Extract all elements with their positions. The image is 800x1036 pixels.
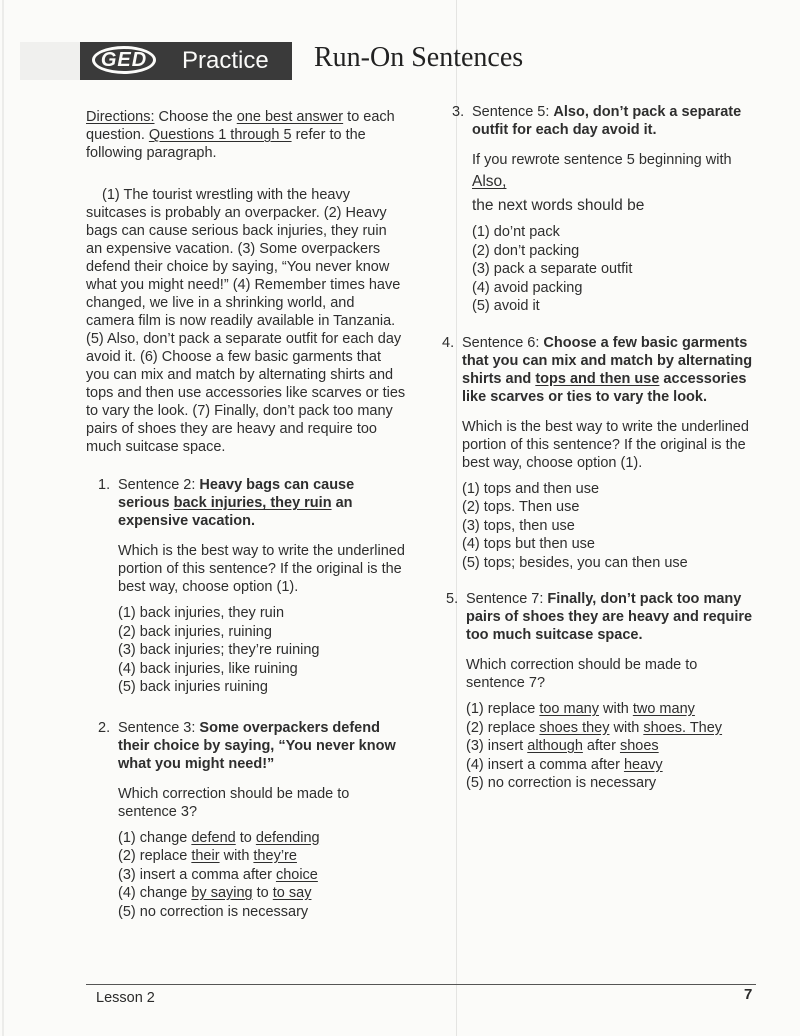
answer-option-4[interactable]	[118, 884, 406, 903]
option-text: (2) replace	[118, 848, 192, 864]
stem-lead: Sentence 2:	[118, 477, 200, 493]
option-underlined: too many	[539, 701, 599, 717]
option-text: (3) insert	[466, 738, 528, 754]
stem-lead: Sentence 5:	[472, 104, 554, 120]
answer-option-4[interactable]: (4) back injuries, like ruining	[118, 660, 298, 677]
one-best-answer: one best answer	[236, 109, 344, 125]
directions-label: Directions:	[86, 109, 155, 125]
practice-label: Practice	[182, 47, 269, 74]
answer-option-1[interactable]: (1) back injuries, they ruin	[118, 605, 285, 621]
answer-option-2[interactable]	[466, 719, 758, 738]
option-underlined: heavy	[623, 756, 663, 773]
footer-rule	[86, 984, 756, 985]
directions	[86, 108, 406, 162]
stem-underlined: tops and then use	[535, 370, 660, 387]
also-word: Also,	[472, 173, 507, 190]
option-underlined: shoes they	[539, 719, 610, 736]
option-underlined: their	[191, 848, 220, 864]
answer-option-1[interactable]	[118, 829, 406, 848]
option-text: after	[582, 738, 620, 754]
stem-underlined: back injuries, they ruin	[173, 495, 332, 511]
question-prompt: If you rewrote sentence 5 beginning with	[472, 152, 732, 168]
question-prompt: Which correction should be made to sentence 7?	[466, 657, 698, 691]
paragraph-text: (1) The tourist wrestling with the heavy suitcases is probably an overpacker. (2) Heavy bags can cause serious back injuries, they ruin an expensive vacation. (3) Some overpackers defend their choice by saying, “You never know what you might need!” (4) Remember times have changed, we live in a shrinking world, and camera film is now readily available in Tanzania. (5) Also, don’t pack a separate outfit for each day avoid it. (6) Choose a few basic garments that you can mix and match by alternating shirts and tops and then use accessories like scarves or ties to vary the look. (7) Finally, don’t pack too many pairs of shoes they are heavy and require too much suitcase space.	[86, 187, 406, 455]
question-number: 1.	[98, 477, 111, 493]
answer-option-3[interactable]	[118, 866, 406, 885]
question-stem	[462, 334, 758, 406]
answer-option-4[interactable]: (4) avoid packing	[472, 279, 583, 296]
answer-option-5[interactable]: (5) back injuries ruining	[118, 679, 268, 695]
answer-option-5[interactable]: (5) avoid it	[472, 298, 540, 314]
option-text: (1) replace	[466, 701, 540, 717]
stem-bold: accessories like scarves or ties to vary the look.	[462, 370, 747, 405]
question-stem	[118, 719, 406, 773]
stem-bold: Some overpackers defend their choice by saying, “You never know what you might need!”	[118, 719, 396, 772]
question-number: 5.	[446, 591, 459, 607]
right-column	[440, 103, 758, 793]
page-title: Run-On Sentences	[314, 42, 524, 73]
option-text: to	[235, 829, 256, 846]
option-text: to	[252, 885, 273, 901]
answer-option-3[interactable]	[466, 737, 758, 756]
option-underlined: defend	[191, 829, 236, 846]
question-3	[440, 103, 758, 316]
option-underlined: shoes	[619, 738, 659, 754]
left-column	[86, 108, 406, 921]
reading-paragraph	[86, 186, 406, 456]
stem-lead: Sentence 6:	[462, 334, 544, 351]
ged-logo-text: GED	[100, 48, 148, 71]
stem-bold: Finally, don’t pack too many pairs of shoes they are heavy and require too much suitcase space.	[466, 591, 753, 643]
answer-option-2[interactable]	[118, 847, 406, 866]
question-prompt: Which correction should be made to sentence 3?	[118, 785, 350, 820]
answer-option-2[interactable]: (2) don’t packing	[472, 242, 580, 259]
stem-lead: Sentence 3:	[118, 719, 200, 736]
stem-bold: Choose a few basic garments that you can mix and match by alternating shirts and	[462, 334, 753, 387]
directions-text: to each question.	[86, 109, 395, 143]
question-stem	[472, 103, 758, 139]
question-2	[86, 719, 406, 922]
option-text: with	[609, 719, 644, 736]
option-text: with	[219, 848, 254, 864]
question-prompt: Which is the best way to write the underlined portion of this sentence? If the original is the best way, choose option (1).	[118, 543, 405, 595]
option-text: with	[599, 701, 633, 717]
answer-option-5[interactable]: (5) no correction is necessary	[466, 775, 657, 791]
stem-bold: an expensive vacation.	[118, 495, 353, 529]
question-4	[440, 334, 758, 573]
answer-option-4[interactable]: (4) tops but then use	[462, 536, 595, 552]
option-text: (4) insert a comma after	[466, 756, 624, 773]
question-stem	[466, 590, 758, 644]
question-number: 3.	[452, 104, 465, 120]
option-underlined: they’re	[253, 848, 297, 864]
question-5	[440, 590, 758, 793]
question-1	[86, 476, 406, 697]
answer-option-1[interactable]	[466, 700, 758, 719]
answer-option-3[interactable]: (3) back injuries; they’re ruining	[118, 642, 320, 658]
option-text: (2) replace	[466, 719, 540, 736]
questions-range: Questions 1 through 5	[148, 127, 292, 143]
option-text: (3) insert a comma after	[118, 866, 276, 883]
option-underlined: defending	[255, 829, 320, 846]
option-text: (4) change	[118, 885, 192, 901]
answer-option-4[interactable]	[466, 756, 758, 775]
answer-option-3[interactable]: (3) pack a separate outfit	[472, 261, 633, 277]
answer-option-2[interactable]: (2) tops. Then use	[462, 499, 580, 515]
question-prompt-2: the next words should be	[472, 197, 645, 214]
answer-option-5[interactable]: (5) tops; besides, you can then use	[462, 554, 688, 571]
answer-option-2[interactable]: (2) back injuries, ruining	[118, 623, 272, 640]
also-prompt	[472, 173, 758, 191]
directions-text: refer to the following paragraph.	[86, 127, 366, 161]
option-underlined: by saying	[191, 885, 253, 901]
stem-bold: Also, don’t pack a separate outfit for each day avoid it.	[472, 104, 742, 138]
lesson-label: Lesson 2	[96, 990, 155, 1006]
ged-logo	[92, 46, 156, 74]
answer-option-1[interactable]: (1) tops and then use	[462, 480, 600, 497]
page-number: 7	[744, 986, 753, 1003]
option-underlined: shoes. They	[643, 719, 723, 736]
answer-option-5[interactable]: (5) no correction is necessary	[118, 903, 309, 920]
ged-practice-banner	[80, 42, 292, 80]
directions-text: Choose the	[154, 109, 237, 125]
option-text: (1) change	[118, 829, 192, 846]
answer-option-3[interactable]: (3) tops, then use	[462, 517, 575, 534]
question-stem	[118, 476, 406, 530]
stem-bold: Heavy bags can cause serious	[118, 477, 355, 511]
question-number: 4.	[442, 334, 455, 351]
option-underlined: to say	[272, 885, 312, 901]
answer-option-1[interactable]: (1) do’nt pack	[472, 224, 560, 240]
question-number: 2.	[98, 719, 111, 736]
stem-lead: Sentence 7:	[466, 591, 548, 607]
question-prompt: Which is the best way to write the underlined portion of this sentence? If the original is the best way, choose option (1).	[462, 418, 749, 471]
option-underlined: two many	[632, 701, 695, 717]
option-underlined: although	[527, 738, 583, 754]
page-edge	[2, 0, 4, 1036]
option-underlined: choice	[275, 866, 318, 883]
